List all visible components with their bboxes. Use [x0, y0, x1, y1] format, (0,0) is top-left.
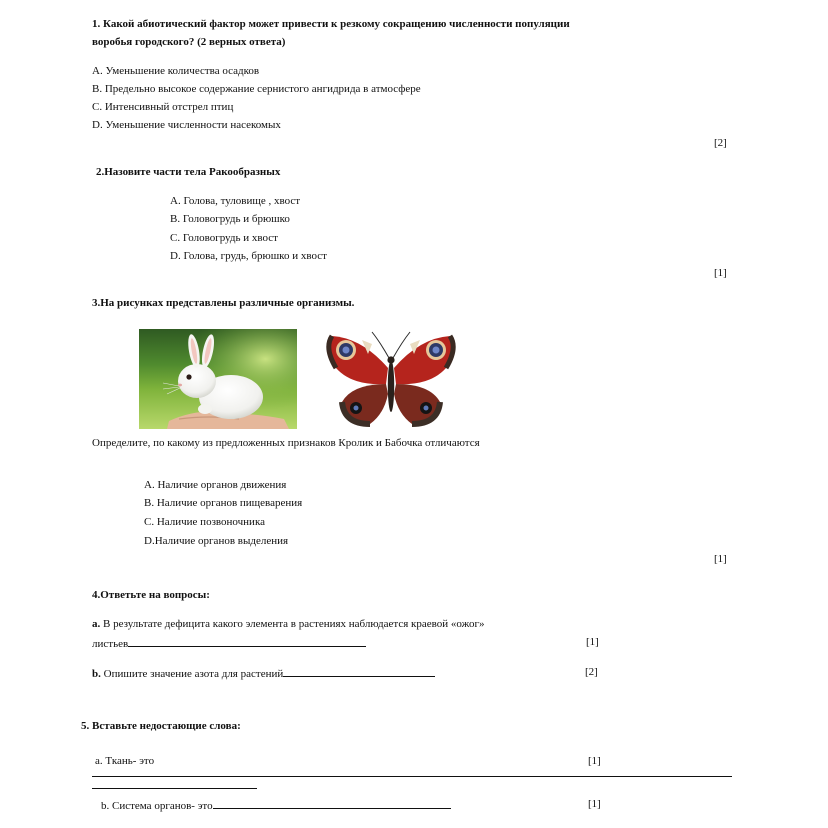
q1-option-c: C. Интенсивный отстрел птиц	[92, 101, 234, 113]
q2-option-c: C. Головогрудь и хвост	[170, 232, 278, 244]
q5-title: 5. Вставьте недостающие слова:	[81, 720, 241, 732]
q5-a-answer-line-1[interactable]	[92, 776, 732, 777]
q3-title: 3.На рисунках представлены различные организмы.	[92, 297, 355, 309]
q3-option-c: C. Наличие позвоночника	[144, 516, 266, 528]
q4-b-line	[92, 666, 435, 681]
q1-title-line2: воробья городского? (2 верных ответа)	[92, 36, 286, 48]
q5-b-line	[101, 798, 451, 813]
q4-b-mark: [2]	[585, 666, 598, 678]
q4-a-mark: [1]	[586, 636, 599, 648]
butterfly-image	[322, 328, 460, 428]
q3-prompt: Определите, по какому из предложенных признаков Кролик и Бабочка отличаются	[92, 437, 480, 449]
q5-a-mark: [1]	[588, 755, 601, 767]
q2-title: 2.Назовите части тела Ракообразных	[96, 166, 281, 178]
q5-b-answer-line[interactable]	[213, 798, 451, 809]
q1-title-line1: 1. Какой абиотический фактор может привести к резкому сокращению численности популяции	[92, 18, 570, 30]
q2-option-d: D. Голова, грудь, брюшко и хвост	[170, 250, 327, 262]
q1-option-a: A. Уменьшение количества осадков	[92, 65, 260, 77]
q4-b-label: b.	[92, 668, 101, 680]
q5-a-answer-line-2[interactable]	[92, 788, 257, 789]
q2-option-b: B. Головогрудь и брюшко	[170, 213, 290, 225]
q4-b-answer-line[interactable]	[283, 666, 435, 677]
q3-mark: [1]	[714, 553, 727, 565]
q4-a-answer-line[interactable]	[128, 636, 366, 647]
q1-mark: [2]	[714, 137, 727, 149]
q5-b-mark: [1]	[588, 798, 601, 810]
q1-option-b: B. Предельно высокое содержание сернистого ангидрида в атмосфере	[92, 83, 421, 95]
rabbit-image	[139, 329, 297, 429]
q4-a-line2-text: листьев	[92, 638, 129, 650]
q2-option-a: A. Голова, туловище , хвост	[170, 195, 301, 207]
q4-b-text: Опишите значение азота для растений	[100, 668, 284, 680]
q5-b-text: b. Система органов- это	[101, 800, 213, 812]
q3-option-b: B. Наличие органов пищеварения	[144, 497, 303, 509]
q4-a-line1	[92, 618, 484, 631]
q4-title: 4.Ответьте на вопросы:	[92, 589, 210, 601]
q4-a-line2	[92, 636, 366, 651]
q3-option-a: A. Наличие органов движения	[144, 479, 287, 491]
q2-mark: [1]	[714, 267, 727, 279]
q1-option-d: D. Уменьшение численности насекомых	[92, 119, 281, 131]
q3-option-d: D.Наличие органов выделения	[144, 535, 289, 547]
q4-a-text: В результате дефицита какого элемента в растениях наблюдается краевой «ожог»	[100, 618, 485, 630]
q4-a-label: a.	[92, 618, 101, 630]
q5-a-text: a. Ткань- это	[95, 755, 155, 767]
